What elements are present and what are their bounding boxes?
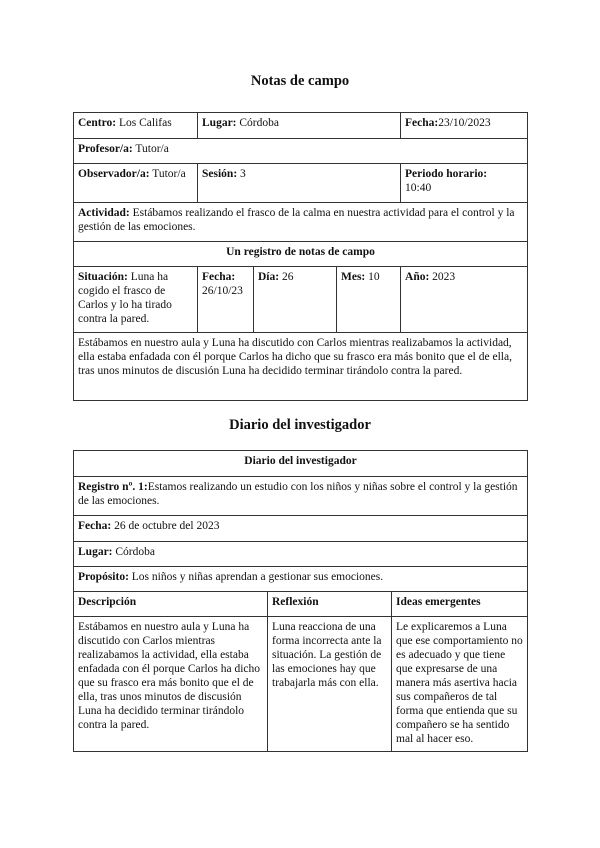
value: 26/10/23 — [202, 285, 243, 297]
centro-cell — [74, 113, 198, 139]
anio-cell — [401, 267, 528, 333]
value: Estábamos realizando el frasco de la calma en nuestra actividad para el control y la gestión de las emociones. — [78, 207, 515, 233]
label: Mes: — [341, 271, 366, 283]
label: Lugar: — [78, 546, 113, 558]
actividad-cell — [74, 203, 528, 242]
column-header-reflexion: Reflexión — [268, 592, 392, 617]
label: Registro nº. 1: — [78, 481, 148, 493]
value: 26 de octubre del 2023 — [114, 520, 220, 532]
fecha2-cell — [198, 267, 254, 333]
label: Actividad: — [78, 207, 130, 219]
diario-table — [73, 450, 528, 752]
notas-table — [73, 112, 528, 401]
observador-cell — [74, 164, 198, 203]
value: Estamos realizando un estudio con los niños y niñas sobre el control y la gestión de las emociones. — [78, 481, 518, 507]
descripcion-cell: Estábamos en nuestro aula y Luna ha discutido con Carlos mientras realizabamos la actividad, ella estaba enfadada con él porque Carlos ha dicho que su frasco era más bonito que el de ella, tras unos minutos de discusión Luna ha decidido terminar tirándolo contra la pared. — [74, 617, 268, 752]
value: Córdoba — [115, 546, 155, 558]
label: Fecha: — [78, 520, 112, 532]
label: Año: — [405, 271, 430, 283]
value: 2023 — [432, 271, 456, 283]
registro-header: Un registro de notas de campo — [74, 242, 528, 267]
value: Tutor/a — [135, 143, 169, 155]
label: Fecha: — [202, 271, 236, 283]
label: Fecha: — [405, 117, 439, 129]
fecha-cell — [401, 113, 528, 139]
label: Periodo horario: — [405, 168, 488, 180]
label: Día: — [258, 271, 280, 283]
column-header-ideas: Ideas emergentes — [392, 592, 528, 617]
ideas-cell: Le explicaremos a Luna que ese comportamiento no es adecuado y que tiene que expresarse de una manera más asertiva hacia sus compañeros de tal forma que entienda que su compañero se ha sentido mal al hacer eso. — [392, 617, 528, 752]
situacion-cell — [74, 267, 198, 333]
value: 26 — [281, 271, 294, 283]
label: Propósito: — [78, 571, 129, 583]
periodo-cell — [401, 164, 528, 203]
reflexion-cell: Luna reacciona de una forma incorrecta ante la situación. La gestión de las emociones hay que trabajarla más con ella. — [268, 617, 392, 752]
value: Los niños y niñas aprendan a gestionar sus emociones. — [131, 571, 384, 583]
label: Profesor/a: — [78, 143, 133, 155]
notas-title: Notas de campo — [250, 73, 350, 89]
value: 10:40 — [405, 182, 432, 194]
lugar-cell — [198, 113, 401, 139]
value: 10 — [368, 271, 380, 283]
label: Centro: — [78, 117, 117, 129]
mes-cell — [337, 267, 401, 333]
value: 23/10/2023 — [438, 117, 491, 129]
descripcion-cell: Estábamos en nuestro aula y Luna ha discutido con Carlos mientras realizabamos la actividad, ella estaba enfadada con él porque Carlos ha dicho que su frasco era más bonito que el de ella, tras unos minutos de discusión Luna ha decidido terminar tirándolo contra la pared. — [74, 333, 528, 401]
column-header-descripcion: Descripción — [74, 592, 268, 617]
value: Tutor/a — [152, 168, 186, 180]
value: Córdoba — [239, 117, 279, 129]
sesion-cell — [198, 164, 401, 203]
label: Lugar: — [202, 117, 237, 129]
fecha-cell — [74, 516, 528, 542]
diario-header: Diario del investigador — [74, 451, 528, 477]
profesor-cell — [74, 139, 528, 164]
registro-cell — [74, 477, 528, 516]
label: Sesión: — [202, 168, 238, 180]
label: Situación: — [78, 271, 128, 283]
value: Los Califas — [119, 117, 172, 129]
proposito-cell — [74, 567, 528, 592]
value: 3 — [240, 168, 246, 180]
lugar-cell — [74, 542, 528, 567]
value: Luna ha cogido el frasco de Carlos y lo ha tirado contra la pared. — [78, 271, 172, 325]
dia-cell — [254, 267, 337, 333]
diario-title: Diario del investigador — [229, 417, 371, 433]
label: Observador/a: — [78, 168, 150, 180]
